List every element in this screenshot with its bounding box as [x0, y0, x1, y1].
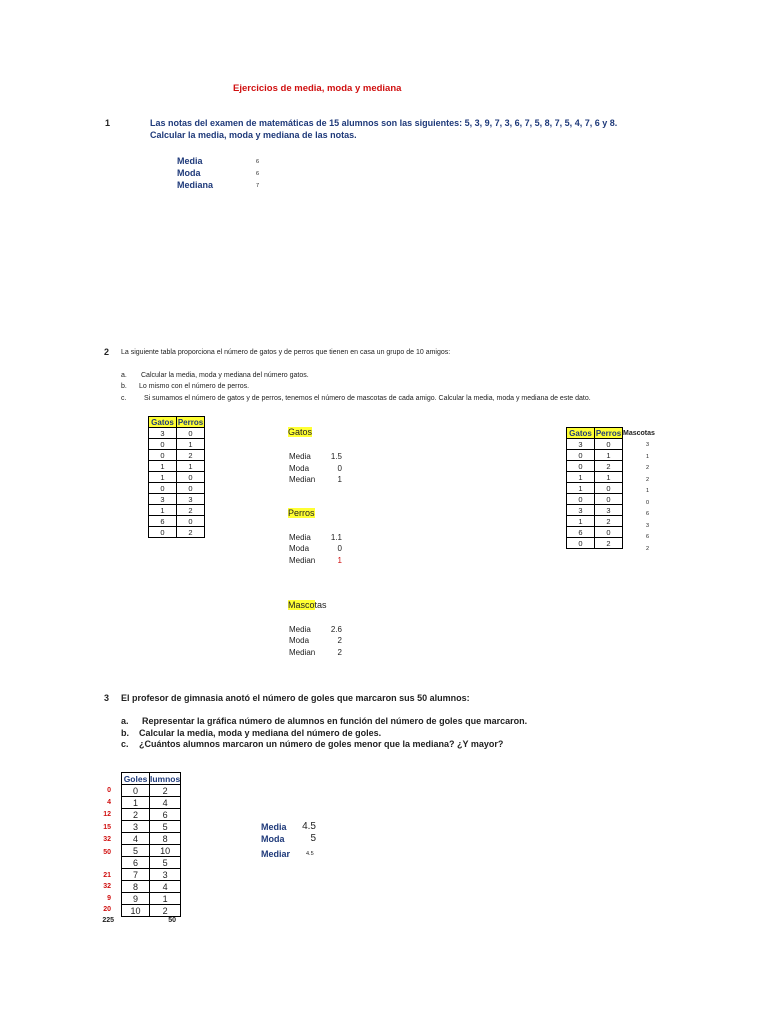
perros-heading: Perros [288, 508, 315, 518]
mascotas-value: 2 [646, 546, 650, 552]
mascotas-value: 1 [646, 488, 650, 494]
table-cell: 5 [150, 821, 181, 833]
table-row [149, 483, 205, 494]
ex3-item-c-text: ¿Cuántos alumnos marcaron un número de goles menor que la mediana? ¿Y mayor? [139, 739, 504, 749]
table-cell: 1 [149, 472, 177, 483]
ex2-item-c-text: Si sumamos el número de gatos y de perros, tenemos el número de mascotas de cada amigo. Calcular la media, moda y mediana de este dato. [144, 395, 591, 402]
table-cell: 0 [595, 494, 623, 505]
table-cell: 0 [567, 494, 595, 505]
mascotas-moda-value: 2 [337, 636, 342, 645]
perros-media-value: 1.1 [330, 533, 342, 542]
product-value: 20 [103, 906, 111, 913]
exercise-2-number: 2 [104, 347, 110, 357]
table-cell: 0 [149, 450, 177, 461]
table-row [122, 845, 181, 857]
table-row [149, 428, 205, 439]
exercise-2-intro: La siguiente tabla proporciona el número de gatos y de perros que tienen en casa un grupo de 10 amigos: [121, 349, 451, 356]
table-row [122, 785, 181, 797]
table-cell: 5 [150, 857, 181, 869]
ex2-item-b-text: Lo mismo con el número de perros. [139, 383, 250, 390]
table-cell: 6 [122, 857, 150, 869]
product-value: 21 [103, 872, 111, 879]
ex3-item-a-text: Representar la gráfica número de alumnos en función del número de goles que marcaron. [142, 716, 528, 726]
table-row [567, 461, 623, 472]
pets-table [148, 416, 205, 538]
product-value: 32 [103, 883, 111, 890]
gatos-moda-label: Moda [289, 464, 310, 473]
mascotas-heading [288, 600, 327, 610]
table-cell: 1 [595, 450, 623, 461]
ex2-item-c-letter: c. [121, 395, 127, 402]
pets-table-header-gatos: Gatos [149, 417, 177, 428]
table-cell: 3 [567, 439, 595, 450]
ex2-item-b-letter: b. [121, 383, 127, 390]
table-cell: 4 [150, 797, 181, 809]
mascotas-moda-label: Moda [289, 636, 310, 645]
mascotas-media-label: Media [289, 625, 311, 634]
ex1-media-label: Media [177, 156, 203, 166]
mascotas-value: 1 [646, 454, 650, 460]
mascotas-value: 2 [646, 465, 650, 471]
ex3-media-label: Media [261, 822, 287, 832]
table-row [149, 472, 205, 483]
table-row [122, 893, 181, 905]
ex3-item-c-letter: c. [121, 739, 129, 749]
product-value: 0 [107, 787, 111, 794]
table-cell: 3 [177, 494, 205, 505]
table-cell: 4 [122, 833, 150, 845]
table-cell: 1 [567, 472, 595, 483]
table-cell: 3 [595, 505, 623, 516]
gatos-moda-value: 0 [337, 464, 342, 473]
table-cell: 3 [149, 494, 177, 505]
table-cell: 0 [595, 483, 623, 494]
products-total: 225 [102, 917, 114, 924]
page-title: Ejercicios de media, moda y mediana [233, 83, 402, 94]
table-cell: 1 [177, 439, 205, 450]
mascotas-heading-rest: tas [314, 600, 327, 610]
table-row [567, 505, 623, 516]
pets-table-right-header-perros: Perros [595, 428, 622, 438]
mascotas-mediana-label: Median [289, 648, 316, 657]
table-cell: 2 [595, 461, 623, 472]
gatos-mediana-label: Median [289, 475, 316, 484]
product-value: 32 [103, 836, 111, 843]
product-value: 9 [107, 895, 111, 902]
table-cell: 0 [567, 450, 595, 461]
table-row [567, 439, 623, 450]
table-cell: 2 [150, 905, 181, 917]
table-cell: 2 [595, 538, 623, 549]
table-cell: 6 [149, 516, 177, 527]
ex3-media-value: 4.5 [302, 821, 316, 832]
table-cell: 2 [177, 505, 205, 516]
table-cell: 2 [177, 450, 205, 461]
table-row [122, 869, 181, 881]
table-row [149, 516, 205, 527]
table-row [567, 450, 623, 461]
perros-mediana-label: Median [289, 556, 316, 565]
table-row [567, 483, 623, 494]
exercise-3-number: 3 [104, 693, 110, 703]
exercise-1-line1: Las notas del examen de matemáticas de 15 alumnos son las siguientes: 5, 3, 9, 7, 3, 6, 7, 5, 8, 7, 5, 4, 7, 6 y 8. [150, 118, 618, 128]
table-cell: 1 [567, 516, 595, 527]
table-cell: 1 [149, 505, 177, 516]
table-cell: 1 [177, 461, 205, 472]
table-cell: 0 [149, 527, 177, 538]
table-cell: 5 [122, 845, 150, 857]
pets-table-right [566, 427, 623, 549]
table-cell: 1 [595, 472, 623, 483]
table-cell: 0 [149, 483, 177, 494]
table-cell: 0 [567, 461, 595, 472]
mascotas-media-value: 2.6 [330, 625, 342, 634]
mascotas-value: 3 [646, 523, 650, 529]
table-cell: 0 [122, 785, 150, 797]
table-row [122, 833, 181, 845]
table-cell: 0 [177, 472, 205, 483]
table-cell: 3 [122, 821, 150, 833]
table-cell: 10 [122, 905, 150, 917]
product-value: 4 [107, 799, 111, 806]
mascotas-column-header: Mascotas [623, 430, 655, 437]
table-row [149, 439, 205, 450]
table-cell: 1 [567, 483, 595, 494]
exercise-1-number: 1 [105, 118, 111, 128]
table-row [122, 797, 181, 809]
table-row [567, 494, 623, 505]
exercise-1-line2: Calcular la media, moda y mediana de las notas. [150, 130, 357, 140]
ex1-moda-label: Moda [177, 168, 201, 178]
table-cell: 0 [595, 527, 623, 538]
ex3-item-b-letter: b. [121, 728, 129, 738]
mascotas-value: 2 [646, 477, 650, 483]
ex3-mediana-value: 4.5 [306, 851, 314, 857]
table-cell: 0 [149, 439, 177, 450]
table-cell: 9 [122, 893, 150, 905]
ex1-mediana-value: 7 [256, 183, 260, 189]
table-row [122, 809, 181, 821]
table-row [149, 505, 205, 516]
table-row [149, 494, 205, 505]
perros-media-label: Media [289, 533, 311, 542]
table-cell: 2 [595, 516, 623, 527]
table-cell: 2 [150, 785, 181, 797]
table-row [567, 527, 623, 538]
table-row [122, 821, 181, 833]
mascotas-mediana-value: 2 [337, 648, 342, 657]
alumnos-total: 50 [168, 917, 176, 924]
table-cell: 1 [122, 797, 150, 809]
table-cell: 8 [150, 833, 181, 845]
table-cell: 0 [177, 428, 205, 439]
table-cell: 1 [150, 893, 181, 905]
table-cell: 0 [177, 483, 205, 494]
table-cell: 4 [150, 881, 181, 893]
ex3-mediana-label: Mediar [261, 849, 291, 859]
table-row [122, 881, 181, 893]
ex1-media-value: 6 [256, 159, 260, 165]
goals-table-header-alumnos: lumnos [150, 773, 181, 784]
table-cell: 3 [149, 428, 177, 439]
table-cell: 2 [177, 527, 205, 538]
product-value: 15 [103, 824, 111, 831]
mascotas-value: 3 [646, 442, 650, 448]
table-row [149, 461, 205, 472]
table-cell: 7 [122, 869, 150, 881]
exercise-3-intro: El profesor de gimnasia anotó el número de goles que marcaron sus 50 alumnos: [121, 693, 470, 703]
product-value: 50 [103, 849, 111, 856]
gatos-mediana-value: 1 [337, 475, 342, 484]
mascotas-value: 6 [646, 511, 650, 517]
table-row [122, 905, 181, 917]
table-cell: 1 [149, 461, 177, 472]
ex3-item-b-text: Calcular la media, moda y mediana del número de goles. [139, 728, 382, 738]
gatos-media-label: Media [289, 452, 311, 461]
table-row [149, 450, 205, 461]
pets-table-header-perros: Perros [177, 417, 204, 427]
goals-table [121, 772, 181, 917]
table-cell: 0 [595, 439, 623, 450]
table-cell: 2 [122, 809, 150, 821]
table-row [122, 857, 181, 869]
ex1-mediana-label: Mediana [177, 180, 214, 190]
goals-table-header-goles: Goles [122, 773, 150, 785]
ex3-moda-value: 5 [310, 833, 316, 844]
gatos-heading: Gatos [288, 427, 313, 437]
table-cell: 8 [122, 881, 150, 893]
pets-table-right-header-gatos: Gatos [567, 428, 595, 439]
ex1-moda-value: 6 [256, 171, 260, 177]
perros-mediana-value: 1 [337, 556, 342, 565]
mascotas-value: 6 [646, 534, 650, 540]
perros-moda-value: 0 [337, 544, 342, 553]
table-cell: 6 [567, 527, 595, 538]
table-cell: 10 [150, 845, 181, 857]
mascotas-value: 0 [646, 500, 650, 506]
product-value: 12 [103, 811, 111, 818]
table-cell: 0 [177, 516, 205, 527]
gatos-media-value: 1.5 [330, 452, 342, 461]
table-row [567, 472, 623, 483]
mascotas-heading-highlight: Masco [288, 600, 315, 610]
perros-moda-label: Moda [289, 544, 310, 553]
table-cell: 0 [567, 538, 595, 549]
ex3-item-a-letter: a. [121, 716, 129, 726]
table-row [567, 516, 623, 527]
table-row [567, 538, 623, 549]
table-cell: 3 [567, 505, 595, 516]
ex2-item-a-letter: a. [121, 372, 127, 379]
table-row [149, 527, 205, 538]
table-cell: 3 [150, 869, 181, 881]
ex2-item-a-text: Calcular la media, moda y mediana del número gatos. [141, 372, 309, 379]
ex3-moda-label: Moda [261, 834, 285, 844]
table-cell: 6 [150, 809, 181, 821]
